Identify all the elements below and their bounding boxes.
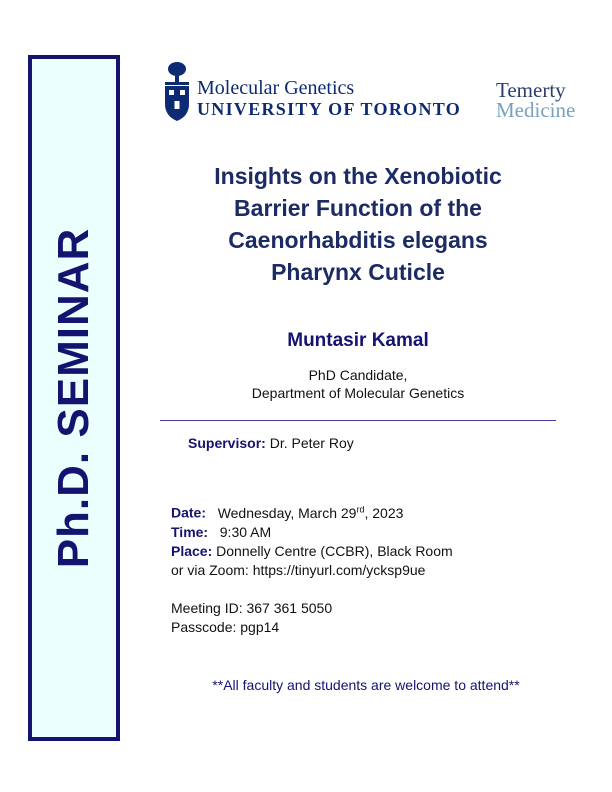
place-row: [171, 542, 453, 561]
zoom-link[interactable]: or via Zoom: https://tinyurl.com/ycksp9ue: [171, 561, 426, 578]
university-name: UNIVERSITY OF TORONTO: [197, 99, 462, 119]
date-value-main: Wednesday, March 29: [217, 504, 357, 521]
presenter-role: PhD Candidate,: [308, 367, 408, 383]
title-line-3: Caenorhabditis elegans: [228, 227, 488, 253]
side-banner: [28, 55, 120, 741]
date-row: [171, 500, 453, 523]
welcome-note: **All faculty and students are welcome to attend**: [212, 677, 520, 693]
time-label: Time:: [171, 523, 209, 540]
presenter-affiliation: [160, 366, 556, 402]
place-label: Place:: [171, 542, 213, 559]
date-label: Date:: [171, 504, 207, 521]
title-line-4: Pharynx Cuticle: [271, 259, 445, 285]
date-value: [218, 505, 404, 521]
seminar-title: [160, 160, 556, 288]
date-ordinal: rd: [356, 504, 365, 514]
temerty-medicine-logo: [496, 80, 575, 120]
department-name: Molecular Genetics: [197, 77, 355, 99]
supervisor-label: Supervisor:: [188, 435, 266, 451]
event-details: [171, 500, 453, 580]
meeting-id: Meeting ID: 367 361 5050: [171, 600, 333, 616]
presenter-department: Department of Molecular Genetics: [251, 385, 465, 401]
time-value: 9:30 AM: [219, 523, 272, 540]
university-crest-icon: [162, 60, 192, 122]
time-row: [171, 523, 453, 542]
side-banner-text: Ph.D. SEMINAR: [49, 227, 98, 569]
title-line-2: Barrier Function of the: [234, 195, 482, 221]
medicine-word: Medicine: [496, 98, 576, 122]
meeting-info: [171, 599, 332, 637]
place-value: Donnelly Centre (CCBR), Black Room: [216, 542, 453, 559]
presenter-name: Muntasir Kamal: [287, 330, 429, 351]
passcode: Passcode: pgp14: [171, 619, 280, 635]
supervisor-name: Dr. Peter Roy: [269, 435, 354, 451]
supervisor-line: [188, 435, 354, 451]
divider: [160, 420, 556, 421]
date-value-year: , 2023: [364, 504, 404, 521]
temerty-word: Temerty: [496, 78, 566, 102]
title-line-1: Insights on the Xenobiotic: [214, 163, 502, 189]
